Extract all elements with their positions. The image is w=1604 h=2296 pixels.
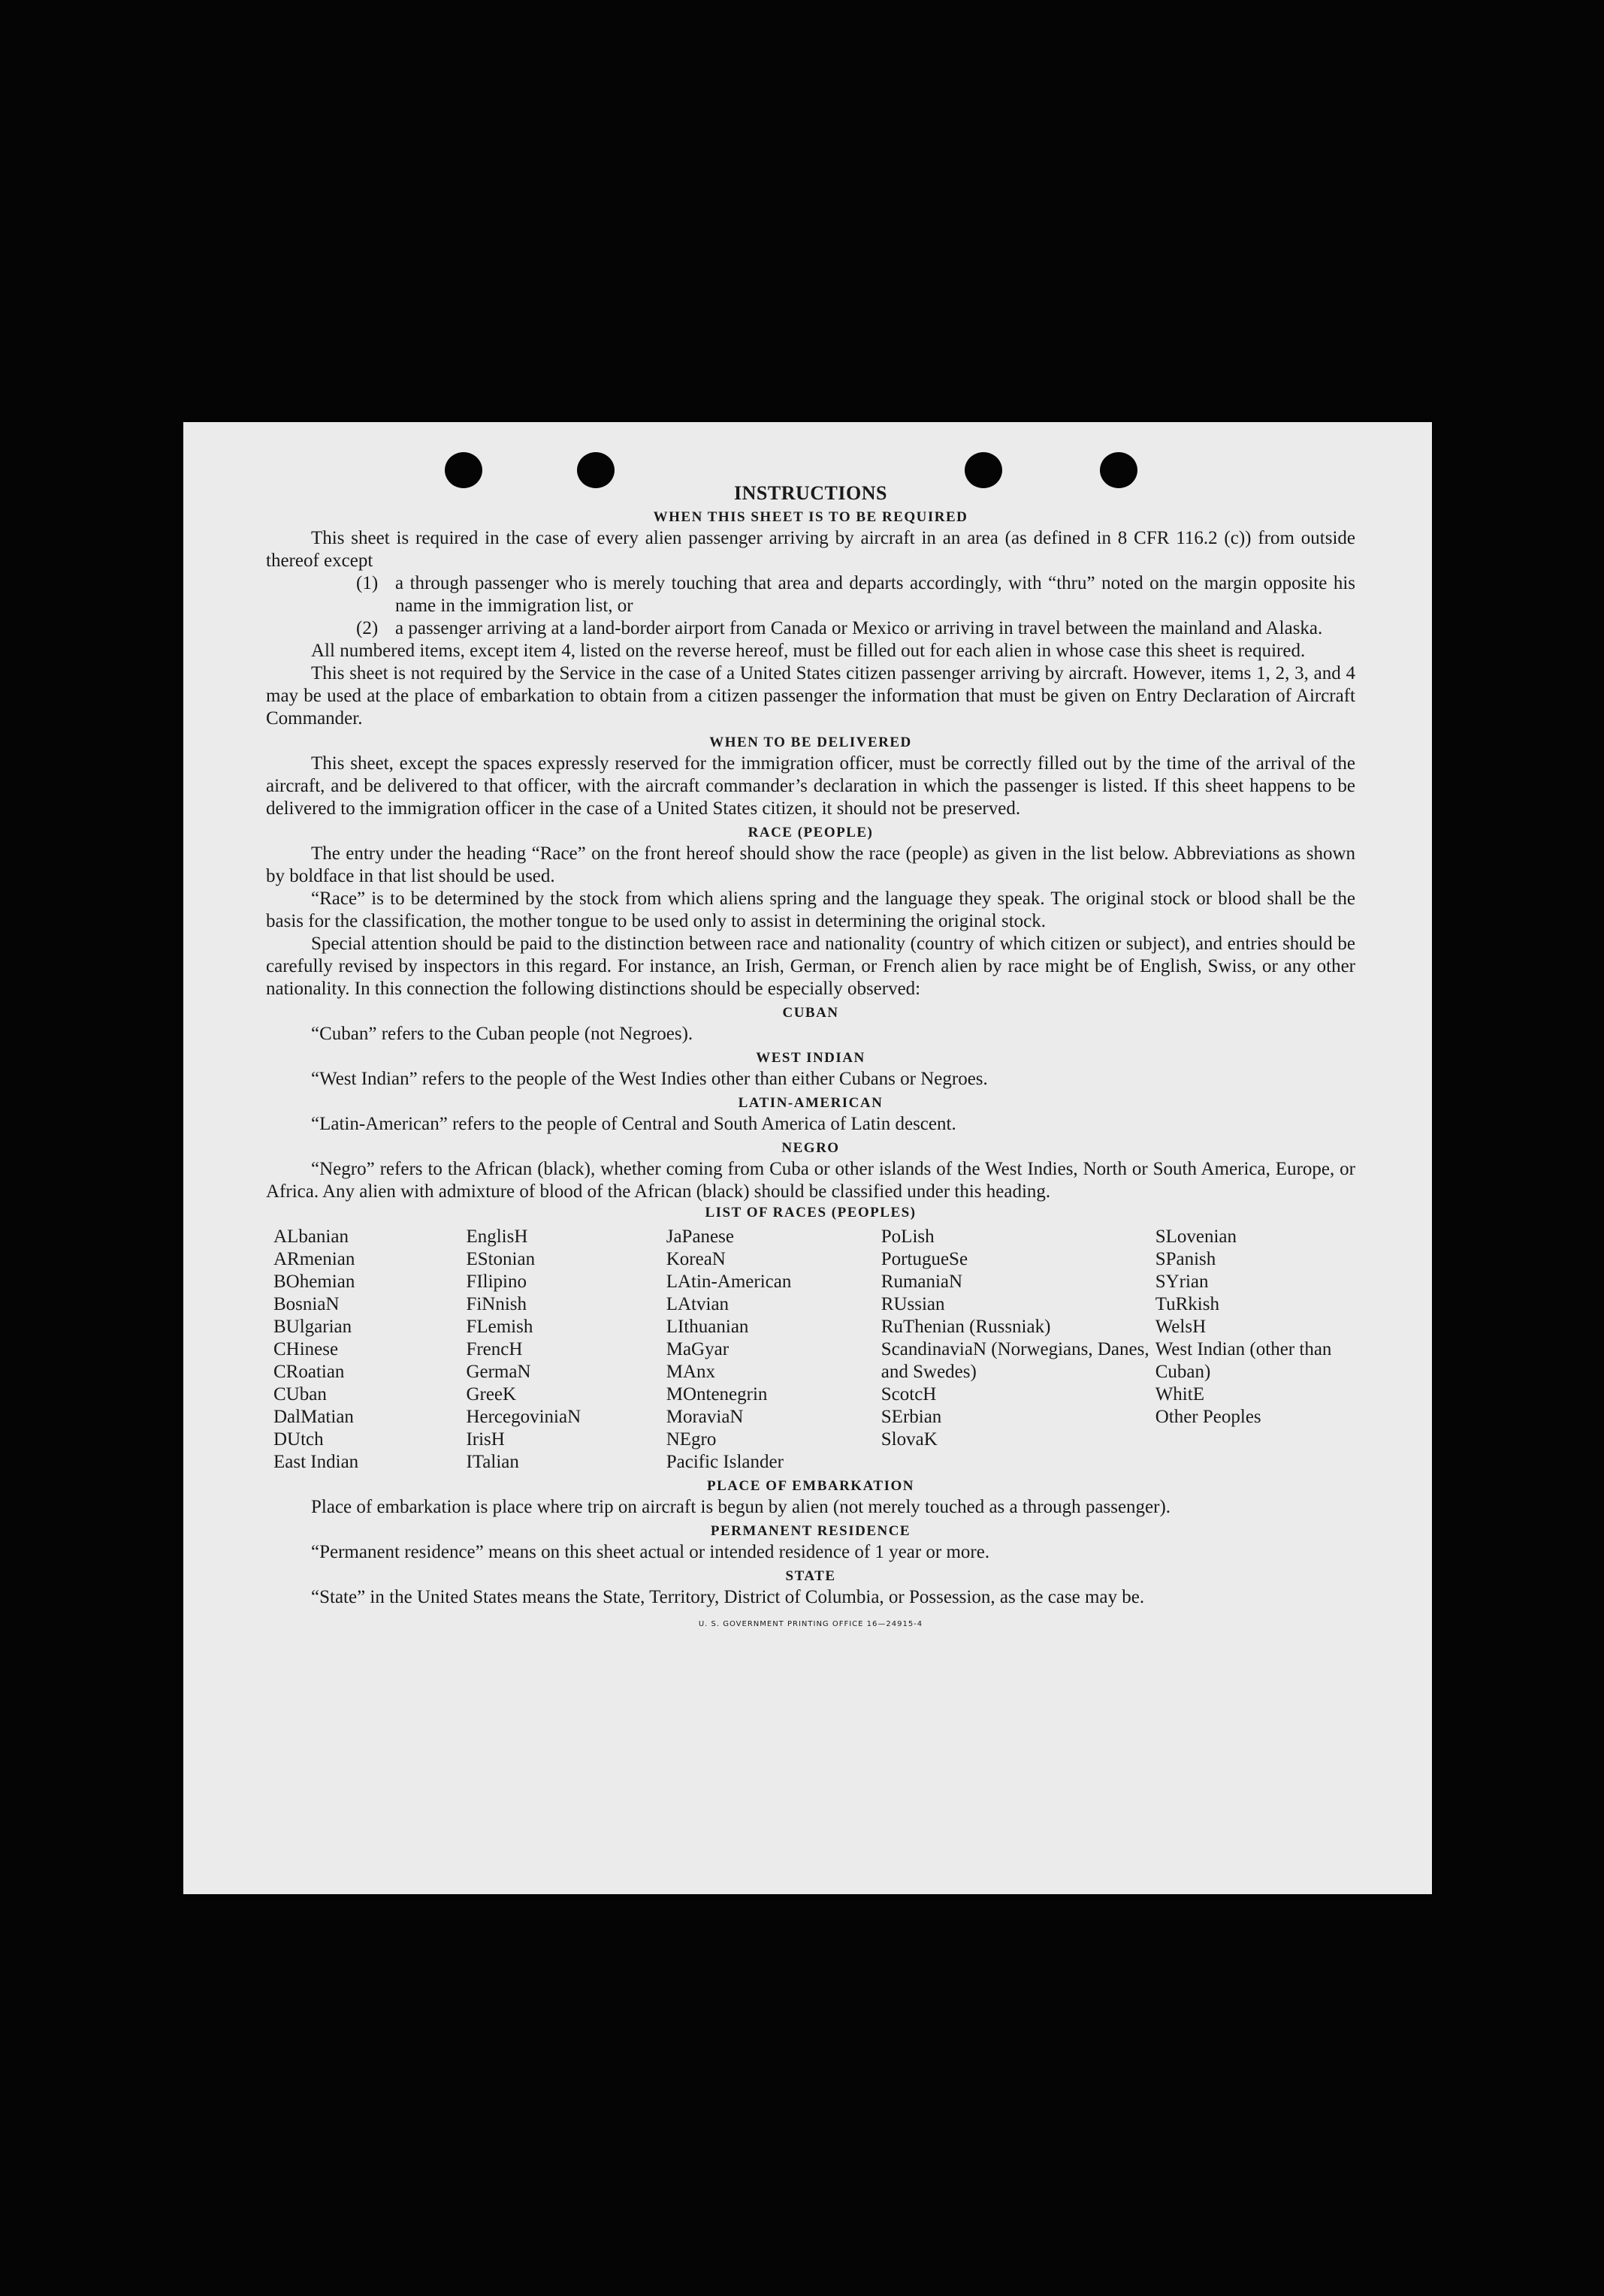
state-text: “State” in the United States means the State, Territory, District of Columbia, or Possession, as the case may be. <box>311 1587 1145 1607</box>
race-entry: ScotcH <box>881 1384 937 1404</box>
race-entry: KoreaN <box>666 1249 726 1269</box>
race-entry: RumaniaN <box>881 1272 963 1292</box>
race-entry: TuRkish <box>1155 1294 1219 1314</box>
race-entry: CHinese <box>273 1339 339 1359</box>
race-entry: SLovenian <box>1155 1226 1237 1247</box>
printing-office-footer: U. S. GOVERNMENT PRINTING OFFICE 16—24915-4 <box>698 1620 923 1628</box>
cuban-text: “Cuban” refers to the Cuban people (not Negroes). <box>311 1024 693 1044</box>
citizen-paragraph: This sheet is not required by the Service in the case of a United States citizen passenger arriving by aircraft. However, items 1, 2, 3, and 4 may be used at the place of embarkation to obtain from a citizen passenger the information that must be given on Entry Declaration of Aircraft Commander. <box>266 663 1355 729</box>
latin-american-heading: LATIN-AMERICAN <box>738 1095 884 1111</box>
when-delivered-heading: WHEN TO BE DELIVERED <box>709 735 912 750</box>
race-entry: MaGyar <box>666 1339 730 1359</box>
race-entry: RUssian <box>881 1294 945 1314</box>
race-entry: ScandinaviaN (Norwegians, Danes, and Swedes) <box>881 1339 1149 1382</box>
race-entry: Other Peoples <box>1155 1407 1261 1427</box>
race-entry: FiNnish <box>466 1294 527 1314</box>
race-paragraph-1: The entry under the heading “Race” on the front hereof should show the race (people) as given in the list below. Abbreviations as shown by boldface in that list should be used. <box>266 843 1355 886</box>
race-entry: FrencH <box>466 1339 523 1359</box>
embarkation-text: Place of embarkation is place where trip on aircraft is begun by alien (not merely touched as a through passenger). <box>311 1497 1171 1517</box>
race-entry: MAnx <box>666 1362 716 1382</box>
race-entry: ITalian <box>466 1452 519 1472</box>
race-entry: CUban <box>273 1384 327 1404</box>
when-required-heading: WHEN THIS SHEET IS TO BE REQUIRED <box>653 509 968 525</box>
race-entry: MoraviaN <box>666 1407 744 1427</box>
instructions-content <box>266 482 1355 1636</box>
race-entry: WelsH <box>1155 1317 1207 1337</box>
race-entry: SErbian <box>881 1407 942 1427</box>
race-paragraph-3: Special attention should be paid to the distinction between race and nationality (country of which citizen or subject), and entries should be carefully revised by inspectors in this regard. For instance, an Irish, German, or French alien by race might be of English, Swiss, or any other nationality. In this connection the following distinctions should be especially observed: <box>266 934 1355 999</box>
race-entry: JaPanese <box>666 1226 734 1247</box>
when-delivered-text: This sheet, except the spaces expressly reserved for the immigration officer, must be correctly filled out by the time of the arrival of the aircraft, and be delivered to that officer, with the aircraft commander’s declaration in which the passenger is listed. If this sheet happens to be delivered to the immigration officer in the case of a United States citizen, it should not be preserved. <box>266 753 1355 819</box>
exception-number: (1) <box>356 573 379 593</box>
races-column-1 <box>273 1226 466 1474</box>
race-entry: DUtch <box>273 1429 324 1450</box>
state-heading: STATE <box>785 1568 836 1584</box>
race-entry: LAtvian <box>666 1294 730 1314</box>
race-entry: LIthuanian <box>666 1317 749 1337</box>
residence-heading: PERMANENT RESIDENCE <box>710 1523 911 1539</box>
race-entry: WhitE <box>1155 1384 1204 1404</box>
race-entry: BOhemian <box>273 1272 355 1292</box>
residence-text: “Permanent residence” means on this sheet actual or intended residence of 1 year or more. <box>311 1542 990 1562</box>
races-column-5 <box>1155 1226 1355 1474</box>
races-column-4 <box>881 1226 1155 1474</box>
race-entry: DalMatian <box>273 1407 354 1427</box>
race-entry: EnglisH <box>466 1226 528 1247</box>
exception-text: a passenger arriving at a land-border airport from Canada or Mexico or arriving in travel between the mainland and Alaska. <box>395 618 1323 638</box>
cuban-heading: CUBAN <box>782 1005 839 1021</box>
latin-american-text: “Latin-American” refers to the people of Central and South America of Latin descent. <box>311 1114 956 1134</box>
embarkation-heading: PLACE OF EMBARKATION <box>707 1478 914 1494</box>
races-list-heading: LIST OF RACES (PEOPLES) <box>705 1205 917 1220</box>
race-entry: PortugueSe <box>881 1249 968 1269</box>
races-list <box>273 1226 1355 1474</box>
race-entry: EStonian <box>466 1249 536 1269</box>
races-column-3 <box>666 1226 881 1474</box>
race-entry: ARmenian <box>273 1249 355 1269</box>
race-entry: BosniaN <box>273 1294 340 1314</box>
race-entry: GermaN <box>466 1362 531 1382</box>
instructions-title: INSTRUCTIONS <box>734 482 887 504</box>
exception-number: (2) <box>356 618 379 638</box>
race-entry: SlovaK <box>881 1429 938 1450</box>
west-indian-heading: WEST INDIAN <box>756 1050 865 1066</box>
race-entry: SPanish <box>1155 1249 1216 1269</box>
race-entry: East Indian <box>273 1452 359 1472</box>
race-entry: BUlgarian <box>273 1317 352 1337</box>
exception-item <box>356 572 1355 617</box>
race-entry: West Indian (other than Cuban) <box>1155 1339 1332 1382</box>
race-entry: Pacific Islander <box>666 1452 784 1472</box>
west-indian-text: “West Indian” refers to the people of the West Indies other than either Cubans or Negroes. <box>311 1069 988 1089</box>
race-entry: CRoatian <box>273 1362 345 1382</box>
race-entry: NEgro <box>666 1429 717 1450</box>
numbered-items-paragraph: All numbered items, except item 4, listed on the reverse hereof, must be filled out for each alien in whose case this sheet is required. <box>311 641 1306 661</box>
race-entry: ALbanian <box>273 1226 349 1247</box>
race-entry: PoLish <box>881 1226 935 1247</box>
race-entry: SYrian <box>1155 1272 1209 1292</box>
race-entry: HercegoviniaN <box>466 1407 581 1427</box>
when-required-intro: This sheet is required in the case of every alien passenger arriving by aircraft in an area (as defined in 8 CFR 116.2 (c)) from outside thereof except <box>266 528 1355 571</box>
negro-heading: NEGRO <box>781 1140 840 1156</box>
negro-text: “Negro” refers to the African (black), whether coming from Cuba or other islands of the West Indies, North or South America, Europe, or Africa. Any alien with admixture of blood of the African (black) should be classified under this heading. <box>266 1159 1355 1202</box>
race-paragraph-2: “Race” is to be determined by the stock from which aliens spring and the language they speak. The original stock or blood shall be the basis for the classification, the mother tongue to be used only to assist in determining the original stock. <box>266 889 1355 931</box>
race-entry: GreeK <box>466 1384 517 1404</box>
race-entry: RuThenian (Russniak) <box>881 1317 1051 1337</box>
race-entry: MOntenegrin <box>666 1384 768 1404</box>
races-column-2 <box>466 1226 666 1474</box>
race-entry: FIlipino <box>466 1272 527 1292</box>
exception-item <box>356 617 1355 640</box>
race-entry: FLemish <box>466 1317 533 1337</box>
instruction-sheet <box>183 422 1432 1894</box>
exception-text: a through passenger who is merely touching that area and departs accordingly, with “thru” noted on the margin opposite his name in the immigration list, or <box>395 573 1355 616</box>
race-entry: IrisH <box>466 1429 505 1450</box>
race-heading: RACE (PEOPLE) <box>748 825 874 840</box>
race-entry: LAtin-American <box>666 1272 792 1292</box>
